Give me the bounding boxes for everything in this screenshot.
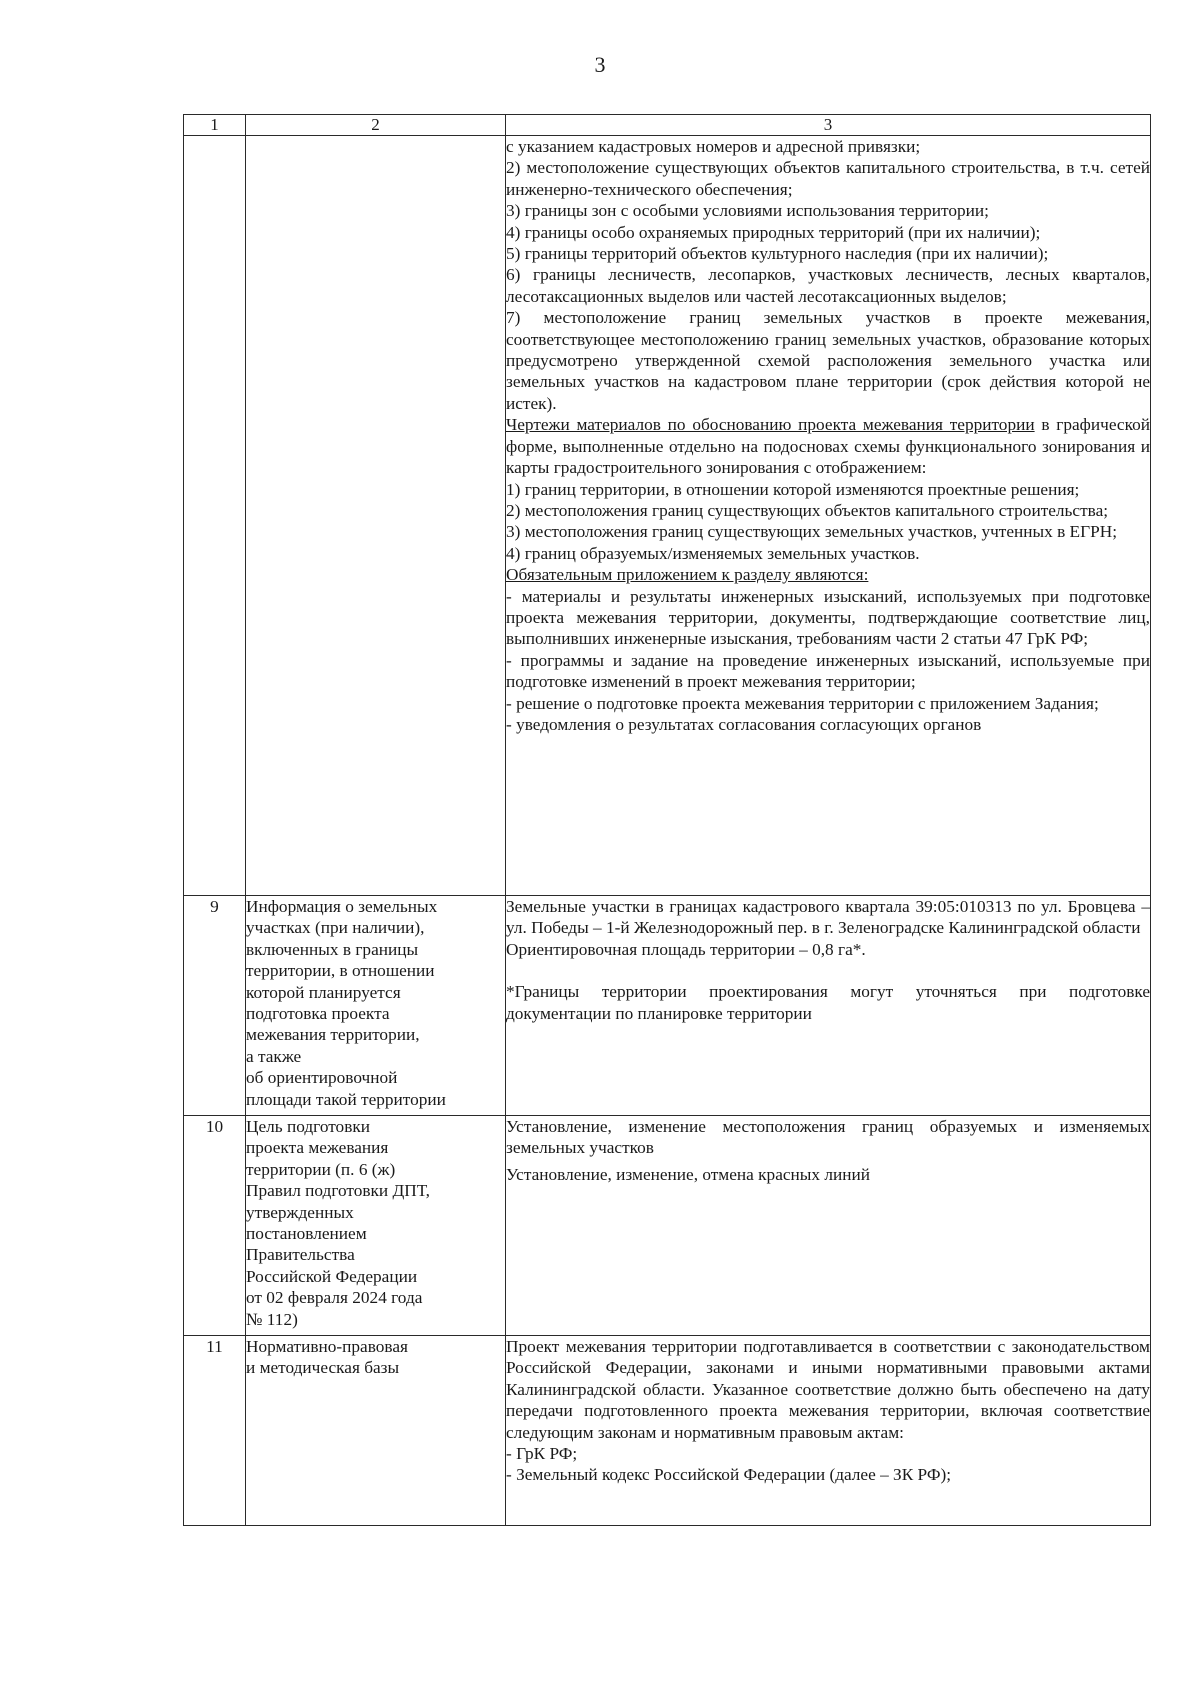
table-row-9 xyxy=(184,896,1151,1116)
content-paragraph: 3) местоположения границ существующих земельных участков, учтенных в ЕГРН; xyxy=(506,522,1117,542)
row-label xyxy=(246,136,506,896)
content-paragraph xyxy=(506,564,1150,585)
content-paragraph: 5) границы территорий объектов культурного наследия (при их наличии); xyxy=(506,244,1049,264)
row-label xyxy=(246,896,506,1116)
label-line: площади такой территории xyxy=(246,1089,446,1109)
content-paragraph xyxy=(506,414,1150,478)
underlined-heading: Обязательным приложением к разделу являются: xyxy=(506,565,869,585)
paragraph-text: в графической форме, выполненные отдельно на подосновах схемы функционального зонирования и карты градостроительного зонирования с отображением: xyxy=(506,415,1151,478)
header-col-1: 1 xyxy=(184,115,246,136)
table-row-11 xyxy=(184,1336,1151,1526)
content-paragraph: - Земельный кодекс Российской Федерации (далее – ЗК РФ); xyxy=(506,1465,952,1485)
row-number xyxy=(184,136,246,896)
label-line: об ориентировочной xyxy=(246,1068,398,1088)
content-paragraph: с указанием кадастровых номеров и адресной привязки; xyxy=(506,137,921,156)
row-label xyxy=(246,1336,506,1526)
label-line: Цель подготовки xyxy=(246,1117,370,1136)
label-line: утвержденных xyxy=(246,1202,354,1222)
row-content xyxy=(506,1336,1151,1526)
page-number: 3 xyxy=(594,52,606,77)
content-paragraph: 2) местоположение существующих объектов капитального строительства, в т.ч. сетей инженерно-технического обеспечения; xyxy=(506,158,1150,199)
content-paragraph: Установление, изменение местоположения границ образуемых и изменяемых земельных участков xyxy=(506,1117,1150,1158)
row-content xyxy=(506,896,1151,1116)
content-paragraph: - ГрК РФ; xyxy=(506,1444,578,1464)
content-paragraph: 6) границы лесничеств, лесопарков, участковых лесничеств, лесных кварталов, лесотаксационных выделов или частей лесотаксационных выделов; xyxy=(506,265,1150,306)
label-line: территории, в отношении xyxy=(246,961,435,981)
label-line: Правил подготовки ДПТ, xyxy=(246,1181,430,1201)
row-content xyxy=(506,1116,1151,1336)
content-paragraph: - материалы и результаты инженерных изысканий, используемых при подготовке проекта межевания территории, документы, подтверждающие соответствие лиц, выполнивших инженерные изыскания, требованиям части 2 статьи 47 ГрК РФ; xyxy=(506,586,1150,649)
label-line: а также xyxy=(246,1046,302,1066)
requirements-table xyxy=(183,114,1151,1526)
header-col-2: 2 xyxy=(246,115,506,136)
content-paragraph: Ориентировочная площадь территории – 0,8 га*. xyxy=(506,939,866,959)
label-line: Российской Федерации xyxy=(246,1266,418,1286)
label-line: Правительства xyxy=(246,1245,355,1265)
label-line: № 112) xyxy=(246,1309,298,1329)
label-line: межевания территории, xyxy=(246,1025,420,1045)
label-line: участках (при наличии), xyxy=(246,918,425,938)
header-col-3: 3 xyxy=(506,115,1151,136)
label-line: Информация о земельных xyxy=(246,897,438,916)
content-paragraph: 7) местоположение границ земельных участков в проекте межевания, соответствующее местоположению границ земельных участков, образование которых предусмотрено утвержденной схемой расположения земельного участка или земельных участков на кадастровом плане территории (срок действия которой не истек). xyxy=(506,308,1150,413)
label-line: которой планируется xyxy=(246,982,401,1002)
content-paragraph: 4) границ образуемых/изменяемых земельных участков. xyxy=(506,543,920,563)
label-line: Нормативно-правовая xyxy=(246,1337,408,1356)
table-row-continuation xyxy=(184,136,1151,896)
label-line: подготовка проекта xyxy=(246,1004,390,1024)
row-content xyxy=(506,136,1151,896)
content-paragraph: Проект межевания территории подготавливается в соответствии с законодательством Российской Федерации, законами и иными нормативными правовыми актами Калининградской области. Указанное соответствие должно быть обеспечено на дату передачи подготовленного проекта межевания территории, включая соответствие следующим законам и нормативным правовым актам: xyxy=(506,1337,1150,1442)
content-paragraph: - решение о подготовке проекта межевания территории с приложением Задания; xyxy=(506,693,1099,713)
label-line: включенных в границы xyxy=(246,939,419,959)
row-number: 9 xyxy=(184,896,246,1116)
label-line: проекта межевания xyxy=(246,1138,389,1158)
label-line: и методическая базы xyxy=(246,1358,400,1378)
table-header-row xyxy=(184,115,1151,136)
content-paragraph: 1) границ территории, в отношении которой изменяются проектные решения; xyxy=(506,479,1080,499)
content-paragraph: 4) границы особо охраняемых природных территорий (при их наличии); xyxy=(506,222,1041,242)
content-paragraph: - программы и задание на проведение инженерных изысканий, используемые при подготовке изменений в проект межевания территории; xyxy=(506,650,1150,692)
content-paragraph: - уведомления о результатах согласования согласующих органов xyxy=(506,714,982,734)
underlined-heading: Чертежи материалов по обоснованию проекта межевания территории xyxy=(506,415,1035,435)
row-label xyxy=(246,1116,506,1336)
label-line: территории (п. 6 (ж) xyxy=(246,1159,396,1179)
row-number: 10 xyxy=(184,1116,246,1336)
label-line: постановлением xyxy=(246,1224,367,1244)
table-row-10 xyxy=(184,1116,1151,1336)
content-paragraph: Земельные участки в границах кадастрового квартала 39:05:010313 по ул. Бровцева – ул. Победы – 1-й Железнодорожный пер. в г. Зеленоградске Калининградской области xyxy=(506,897,1150,938)
content-paragraph: 2) местоположения границ существующих объектов капитального строительства; xyxy=(506,500,1109,520)
row-number: 11 xyxy=(184,1336,246,1526)
content-paragraph: *Границы территории проектирования могут уточняться при подготовке документации по планировке территории xyxy=(506,982,1150,1023)
label-line: от 02 февраля 2024 года xyxy=(246,1288,423,1308)
content-paragraph: Установление, изменение, отмена красных линий xyxy=(506,1164,870,1184)
content-paragraph: 3) границы зон с особыми условиями использования территории; xyxy=(506,201,989,221)
